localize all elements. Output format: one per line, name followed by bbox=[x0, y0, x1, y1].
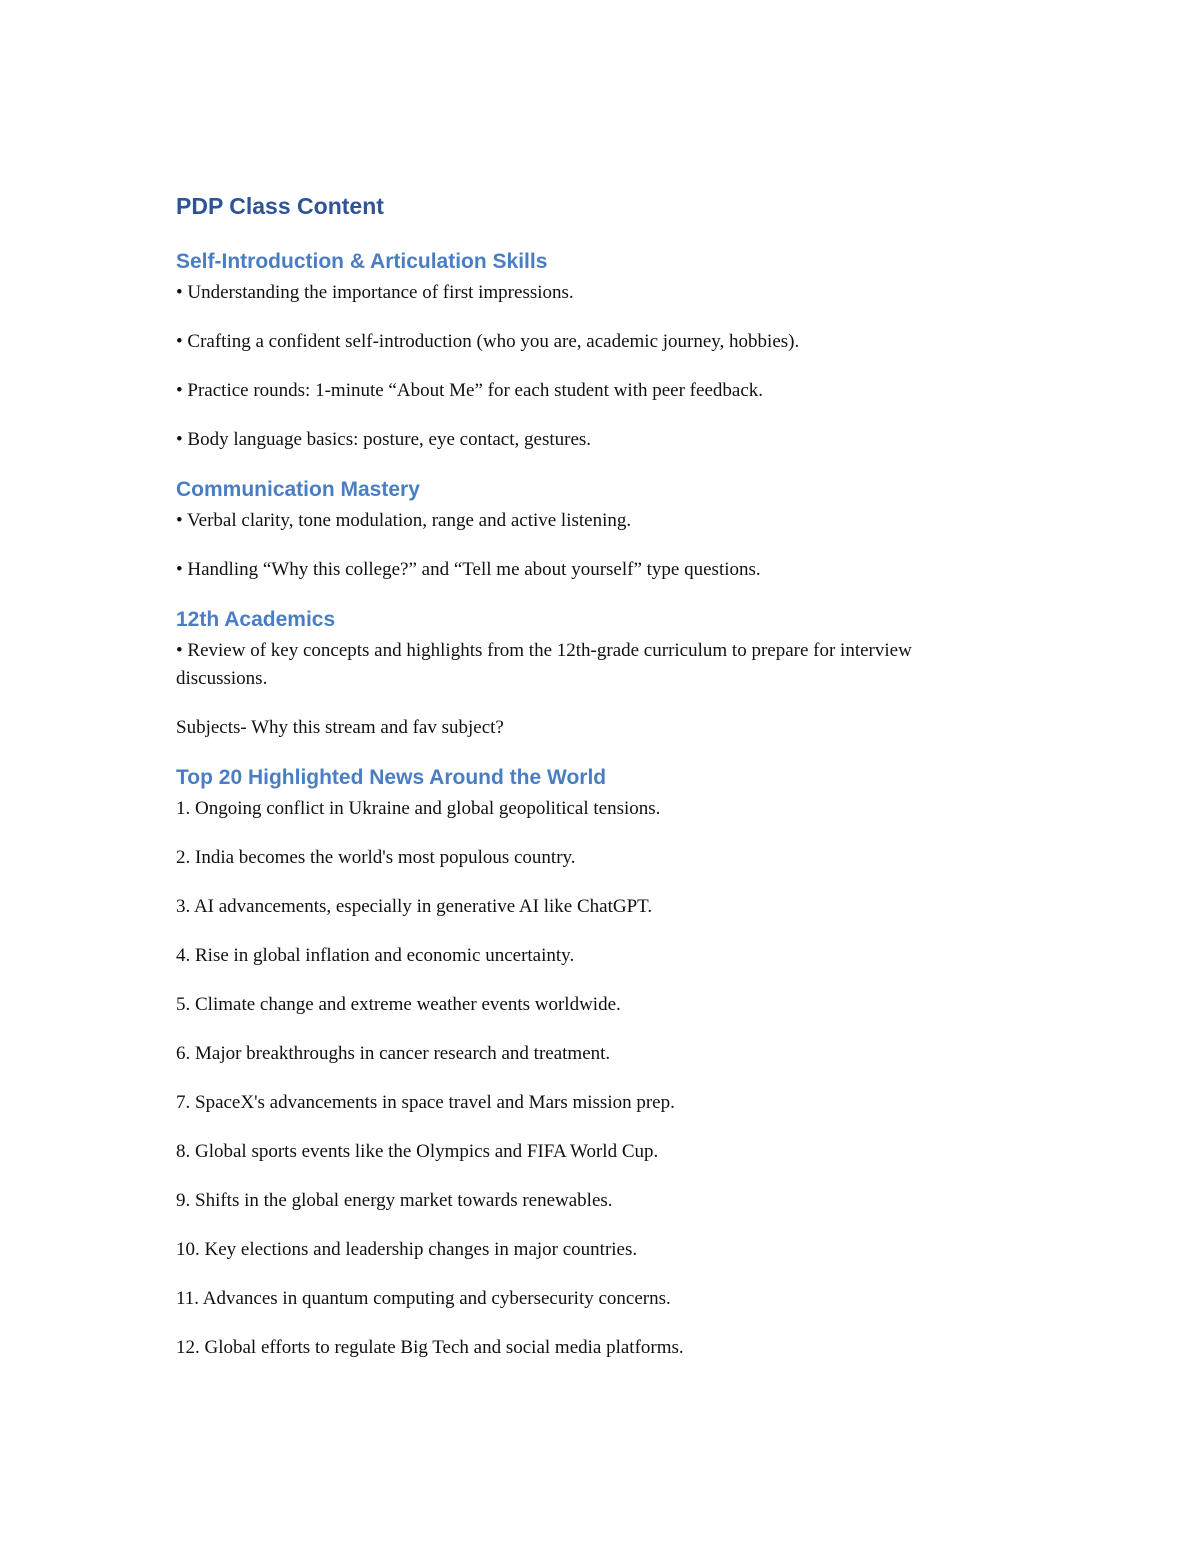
list-item: 7. SpaceX's advancements in space travel and Mars mission prep. bbox=[176, 1092, 675, 1113]
list-item: 10. Key elections and leadership changes in major countries. bbox=[176, 1239, 638, 1260]
list-item: • Practice rounds: 1-minute “About Me” for each student with peer feedback. bbox=[176, 380, 763, 401]
list-item: • Verbal clarity, tone modulation, range and active listening. bbox=[176, 510, 632, 531]
document-body bbox=[176, 190, 1006, 1362]
list-item: 1. Ongoing conflict in Ukraine and global geopolitical tensions. bbox=[176, 798, 661, 819]
list-item: • Handling “Why this college?” and “Tell me about yourself” type questions. bbox=[176, 559, 761, 580]
list-item: 2. India becomes the world's most populous country. bbox=[176, 847, 576, 868]
list-item: Subjects- Why this stream and fav subject? bbox=[176, 717, 504, 738]
list-item: • Crafting a confident self-introduction (who you are, academic journey, hobbies). bbox=[176, 331, 800, 352]
document-title: PDP Class Content bbox=[176, 193, 384, 219]
list-item: • Understanding the importance of first impressions. bbox=[176, 282, 574, 303]
list-item: 9. Shifts in the global energy market towards renewables. bbox=[176, 1190, 613, 1211]
section-heading-top-news: Top 20 Highlighted News Around the World bbox=[176, 766, 607, 789]
list-item: 5. Climate change and extreme weather events worldwide. bbox=[176, 994, 621, 1015]
section-heading-communication-mastery: Communication Mastery bbox=[176, 478, 420, 501]
section-heading-12th-academics: 12th Academics bbox=[176, 608, 336, 631]
list-item: 6. Major breakthroughs in cancer research and treatment. bbox=[176, 1043, 611, 1064]
list-item: 12. Global efforts to regulate Big Tech and social media platforms. bbox=[176, 1337, 684, 1358]
section-heading-self-introduction: Self-Introduction & Articulation Skills bbox=[176, 250, 548, 273]
list-item: 4. Rise in global inflation and economic uncertainty. bbox=[176, 945, 575, 966]
list-item: • Body language basics: posture, eye contact, gestures. bbox=[176, 429, 592, 450]
list-item: 11. Advances in quantum computing and cybersecurity concerns. bbox=[176, 1288, 671, 1309]
list-item: 8. Global sports events like the Olympics and FIFA World Cup. bbox=[176, 1141, 659, 1162]
list-item: 3. AI advancements, especially in generative AI like ChatGPT. bbox=[176, 896, 653, 917]
list-item: • Review of key concepts and highlights from the 12th-grade curriculum to prepare for interview discussions. bbox=[176, 640, 912, 689]
